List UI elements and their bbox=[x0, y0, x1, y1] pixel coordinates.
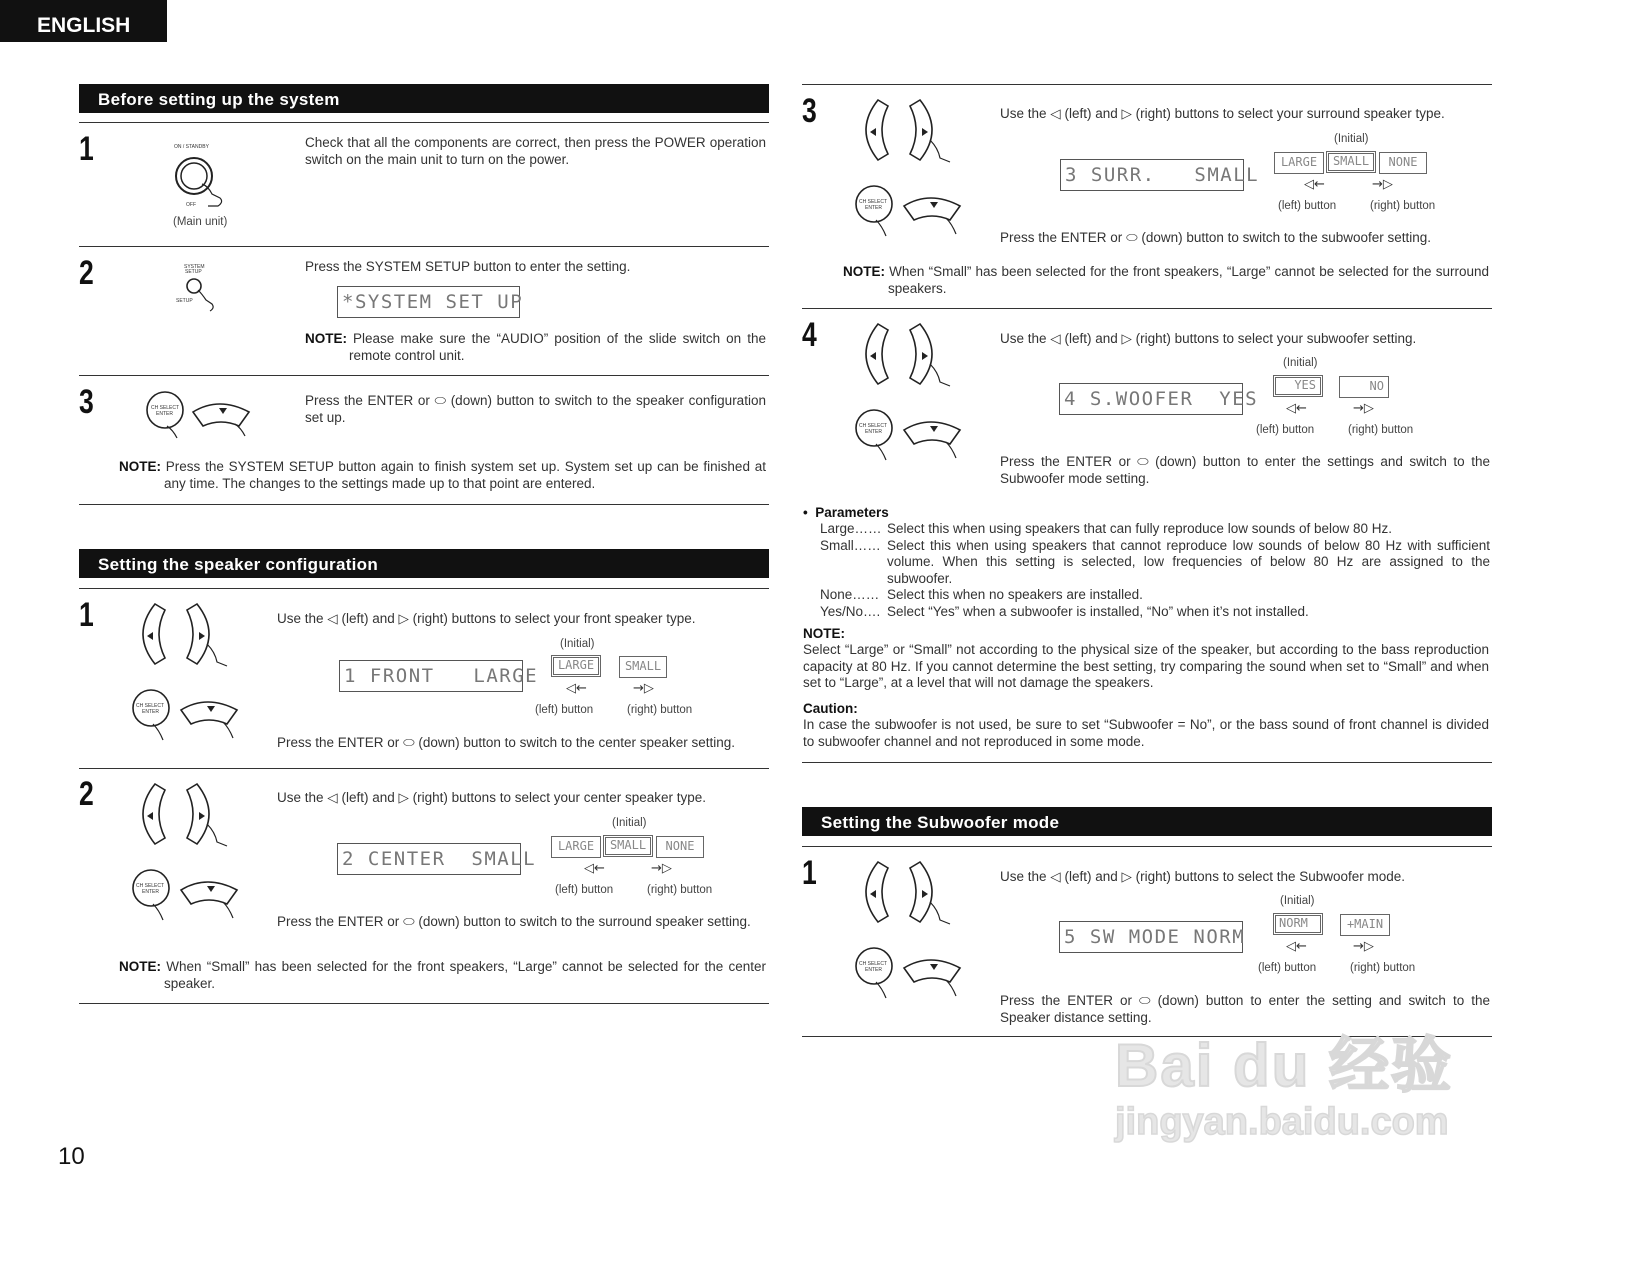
down-button-icon: ⬭ bbox=[1126, 230, 1138, 245]
step-text bbox=[1000, 331, 1490, 348]
svg-text:ENTER: ENTER bbox=[156, 411, 173, 417]
right-arrow-indicator: →▷ bbox=[1353, 939, 1374, 954]
caution-heading: Caution: bbox=[803, 701, 858, 716]
left-right-enter-buttons-icon bbox=[848, 858, 978, 1006]
divider bbox=[802, 846, 1492, 847]
step-number: 1 bbox=[79, 596, 94, 634]
initial-label: (Initial) bbox=[1334, 133, 1369, 145]
left-button-icon: ◁ bbox=[327, 611, 338, 626]
right-arrow-indicator: →▷ bbox=[1372, 177, 1393, 192]
option-small: SMALL bbox=[1326, 151, 1376, 173]
svg-text:ENTER: ENTER bbox=[865, 205, 882, 211]
right-button-caption: (right) button bbox=[1350, 962, 1416, 974]
step-text bbox=[305, 393, 766, 426]
initial-label: (Initial) bbox=[560, 638, 595, 650]
parameters-heading: • Parameters bbox=[803, 505, 889, 520]
svg-text:CH SELECT: CH SELECT bbox=[136, 703, 165, 709]
svg-text:ENTER: ENTER bbox=[142, 709, 159, 715]
svg-text:CH SELECT: CH SELECT bbox=[859, 199, 888, 205]
text-part: (right) buttons to select your front speaker type. bbox=[412, 611, 696, 626]
initial-label: (Initial) bbox=[1280, 895, 1315, 907]
step-text bbox=[1000, 106, 1490, 123]
step-note bbox=[843, 264, 1489, 297]
step-text: Check that all the components are correct, then press the POWER operation switch on the main unit to turn on the power. bbox=[305, 135, 766, 167]
left-right-enter-buttons-icon bbox=[848, 320, 978, 468]
parameter-value: Select this when no speakers are installed. bbox=[887, 587, 1143, 602]
svg-text:SETUP: SETUP bbox=[185, 269, 202, 275]
left-button-icon: ◁ bbox=[1050, 106, 1061, 121]
text-part: (down) button to enter the settings and switch to the Subwoofer mode setting. bbox=[1000, 454, 1490, 486]
step-number: 3 bbox=[79, 383, 94, 421]
note-label: NOTE: bbox=[843, 264, 885, 279]
parameter-row bbox=[820, 604, 1490, 621]
note-text: When “Small” has been selected for the front speakers, “Large” cannot be selected for the surround speakers. bbox=[888, 264, 1489, 296]
text-part: Use the bbox=[277, 790, 324, 805]
divider bbox=[79, 768, 769, 769]
left-arrow-indicator: ◁← bbox=[566, 681, 587, 696]
option-no: NO bbox=[1339, 376, 1389, 398]
option-none: NONE bbox=[656, 836, 704, 858]
parameters-title: Parameters bbox=[815, 505, 889, 520]
divider bbox=[802, 84, 1492, 85]
lcd-display: *SYSTEM SET UP bbox=[337, 286, 520, 318]
option-large: LARGE bbox=[551, 655, 601, 677]
power-switch-icon bbox=[168, 140, 238, 220]
option-small: SMALL bbox=[619, 656, 667, 678]
text-part: (down) button to enter the setting and switch to the Speaker distance setting. bbox=[1000, 993, 1490, 1025]
step-number: 1 bbox=[802, 854, 817, 892]
down-button-icon: ⬭ bbox=[1139, 993, 1151, 1008]
step-number: 4 bbox=[802, 316, 817, 354]
svg-text:CH SELECT: CH SELECT bbox=[136, 883, 165, 889]
step-text bbox=[1000, 869, 1490, 886]
note-label: NOTE: bbox=[119, 459, 161, 474]
text-part: Press the ENTER or bbox=[1000, 230, 1123, 245]
text-part: (left) and bbox=[1064, 331, 1118, 346]
down-button-icon: ⬭ bbox=[434, 393, 447, 408]
option-main: +MAIN bbox=[1340, 914, 1390, 936]
left-arrow-indicator: ◁← bbox=[1286, 939, 1307, 954]
right-button-caption: (right) button bbox=[627, 704, 693, 716]
divider bbox=[79, 1003, 769, 1004]
left-arrow-indicator: ◁← bbox=[1286, 401, 1307, 416]
left-button-icon: ◁ bbox=[1050, 331, 1061, 346]
language-tab: ENGLISH bbox=[0, 0, 167, 42]
lcd-display: 4 S.WOOFER YES bbox=[1059, 383, 1243, 415]
step-text: Press the SYSTEM SETUP button to enter the setting. bbox=[305, 259, 631, 274]
left-arrow-indicator: ◁← bbox=[584, 861, 605, 876]
caution-text: In case the subwoofer is not used, be sure to set “Subwoofer = No”, or the bass sound of front channel is divided to subwoofer channel and not reproduced in some mode. bbox=[803, 717, 1489, 749]
text-part: (down) button to switch to the center speaker setting. bbox=[418, 735, 736, 750]
off-label: OFF bbox=[186, 202, 196, 208]
on-standby-label: ON / STANDBY bbox=[174, 144, 209, 150]
parameter-row bbox=[820, 521, 1490, 538]
note-label: NOTE: bbox=[119, 959, 161, 974]
svg-text:ENTER: ENTER bbox=[865, 967, 882, 973]
option-small: SMALL bbox=[603, 835, 653, 857]
section-title-subwoofer-mode: Setting the Subwoofer mode bbox=[802, 807, 1492, 836]
note-label: NOTE: bbox=[305, 331, 347, 346]
right-button-caption: (right) button bbox=[1348, 424, 1414, 436]
initial-label: (Initial) bbox=[612, 817, 647, 829]
text-part: Press the ENTER or bbox=[305, 393, 430, 408]
step-number: 2 bbox=[79, 775, 94, 813]
down-button-icon: ⬭ bbox=[1137, 454, 1149, 469]
right-button-icon: ▷ bbox=[398, 611, 409, 626]
text-part: (left) and bbox=[1064, 106, 1118, 121]
section-title-before-setup: Before setting up the system bbox=[79, 84, 769, 113]
option-large: LARGE bbox=[1274, 152, 1324, 174]
right-button-caption: (right) button bbox=[647, 884, 713, 896]
divider bbox=[79, 588, 769, 589]
lcd-display: 1 FRONT LARGE bbox=[339, 660, 523, 692]
text-part: (down) button to switch to the speaker configuration set up. bbox=[305, 393, 766, 425]
section-note bbox=[119, 459, 766, 492]
note-text: Please make sure the “AUDIO” position of the slide switch on the remote control unit. bbox=[349, 331, 766, 363]
option-norm: NORM bbox=[1273, 913, 1323, 935]
step-note bbox=[305, 331, 766, 364]
left-button-caption: (left) button bbox=[1258, 962, 1317, 974]
text-part: Press the ENTER or bbox=[277, 735, 400, 750]
text-part: Use the bbox=[1000, 106, 1047, 121]
option-yes: YES bbox=[1273, 375, 1323, 397]
left-right-enter-buttons-icon bbox=[125, 600, 255, 748]
text-part: Press the ENTER or bbox=[277, 914, 400, 929]
left-right-enter-buttons-icon bbox=[125, 780, 255, 928]
svg-text:ENTER: ENTER bbox=[142, 889, 159, 895]
lcd-display: 2 CENTER SMALL bbox=[337, 843, 521, 875]
left-right-enter-buttons-icon bbox=[848, 96, 978, 244]
right-button-icon: ▷ bbox=[1121, 869, 1132, 884]
right-button-icon: ▷ bbox=[1121, 331, 1132, 346]
right-arrow-indicator: →▷ bbox=[651, 861, 672, 876]
divider bbox=[79, 375, 769, 376]
divider bbox=[79, 122, 769, 123]
text-part: Use the bbox=[1000, 869, 1047, 884]
right-arrow-indicator: →▷ bbox=[1353, 401, 1374, 416]
right-button-icon: ▷ bbox=[1121, 106, 1132, 121]
right-button-caption: (right) button bbox=[1370, 200, 1436, 212]
note-text: Select “Large” or “Small” not according to the physical size of the speaker, but according to the bass reproduction capacity at 80 Hz. If you cannot determine the best setting, try comparing the sound when set to “Small” and when set to “Large”, at a level that will not damage the speakers. bbox=[803, 642, 1489, 690]
divider bbox=[802, 762, 1492, 763]
left-button-caption: (left) button bbox=[1256, 424, 1315, 436]
initial-label: (Initial) bbox=[1283, 357, 1318, 369]
text-part: (right) buttons to select your center speaker type. bbox=[412, 790, 707, 805]
text-part: Press the ENTER or bbox=[1000, 454, 1131, 469]
section-title-speaker-config: Setting the speaker configuration bbox=[79, 549, 769, 578]
text-part: Use the bbox=[1000, 331, 1047, 346]
watermark-url: jingyan.baidu.com bbox=[1115, 1101, 1449, 1143]
text-part: (down) button to switch to the surround speaker setting. bbox=[418, 914, 751, 929]
left-arrow-indicator: ◁← bbox=[1304, 177, 1325, 192]
parameter-row bbox=[820, 538, 1490, 588]
option-none: NONE bbox=[1379, 152, 1427, 174]
parameter-key: Large…… bbox=[820, 521, 882, 536]
left-button-icon: ◁ bbox=[327, 790, 338, 805]
text-part: (right) buttons to select the Subwoofer mode. bbox=[1135, 869, 1406, 884]
svg-text:CH SELECT: CH SELECT bbox=[859, 423, 888, 429]
step-text bbox=[1000, 454, 1490, 487]
right-button-icon: ▷ bbox=[398, 790, 409, 805]
parameter-value: Select this when using speakers that cannot reproduce low sounds of below 80 Hz with sufficient volume. When this setting is selected, low frequencies of below 80 Hz are assigned to the subwoofer. bbox=[887, 537, 1490, 586]
svg-text:ENTER: ENTER bbox=[865, 429, 882, 435]
parameters-list bbox=[820, 521, 1490, 620]
text-part: (left) and bbox=[341, 790, 395, 805]
note-text: When “Small” has been selected for the front speakers, “Large” cannot be selected for the center speaker. bbox=[164, 959, 766, 991]
main-unit-caption: (Main unit) bbox=[173, 216, 228, 228]
page-number: 10 bbox=[58, 1143, 85, 1170]
system-setup-button-icon bbox=[176, 262, 236, 318]
step-number: 3 bbox=[802, 92, 817, 130]
right-arrow-indicator: →▷ bbox=[633, 681, 654, 696]
step-text bbox=[1000, 230, 1490, 247]
left-button-caption: (left) button bbox=[535, 704, 594, 716]
parameter-row bbox=[820, 587, 1490, 604]
svg-text:CH SELECT: CH SELECT bbox=[151, 405, 180, 411]
left-button-caption: (left) button bbox=[555, 884, 614, 896]
down-button-icon: ⬭ bbox=[403, 735, 415, 750]
divider bbox=[79, 246, 769, 247]
lcd-display: 5 SW MODE NORM bbox=[1059, 921, 1243, 953]
option-large: LARGE bbox=[551, 836, 601, 858]
step-text bbox=[1000, 993, 1490, 1026]
note-text: Press the SYSTEM SETUP button again to finish system set up. System set up can be finished at any time. The changes to the settings made up to that point are entered. bbox=[164, 459, 766, 491]
text-part: Use the bbox=[277, 611, 324, 626]
parameter-key: Yes/No…. bbox=[820, 603, 881, 619]
parameter-key: Small…… bbox=[820, 537, 881, 553]
parameter-value: Select “Yes” when a subwoofer is installed, “No” when it’s not installed. bbox=[887, 603, 1309, 619]
left-button-caption: (left) button bbox=[1278, 200, 1337, 212]
section-note bbox=[119, 959, 766, 992]
svg-text:CH SELECT: CH SELECT bbox=[859, 961, 888, 967]
text-part: (down) button to switch to the subwoofer setting. bbox=[1141, 230, 1432, 245]
divider bbox=[79, 504, 769, 505]
svg-text:SYSTEM: SYSTEM bbox=[184, 264, 205, 270]
text-part: (left) and bbox=[341, 611, 395, 626]
svg-text:SETUP: SETUP bbox=[176, 298, 193, 304]
step-text bbox=[277, 735, 767, 752]
lcd-display: 3 SURR. SMALL bbox=[1060, 159, 1244, 191]
parameter-value: Select this when using speakers that can fully reproduce low sounds of below 80 Hz. bbox=[887, 521, 1393, 536]
text-part: (right) buttons to select your surround speaker type. bbox=[1135, 106, 1445, 121]
down-button-icon: ⬭ bbox=[403, 914, 415, 929]
left-button-icon: ◁ bbox=[1050, 869, 1061, 884]
divider bbox=[802, 308, 1492, 309]
text-part: (left) and bbox=[1064, 869, 1118, 884]
enter-down-buttons-icon bbox=[143, 390, 263, 440]
step-text bbox=[277, 914, 767, 931]
step-number: 1 bbox=[79, 130, 94, 168]
watermark-brand: Bai du 经验 bbox=[1115, 1032, 1454, 1099]
note-heading: NOTE: bbox=[803, 626, 845, 641]
step-text bbox=[277, 611, 767, 628]
step-number: 2 bbox=[79, 254, 94, 292]
text-part: (right) buttons to select your subwoofer setting. bbox=[1135, 331, 1417, 346]
text-part: Press the ENTER or bbox=[1000, 993, 1133, 1008]
parameter-key: None…… bbox=[820, 587, 880, 602]
step-text bbox=[277, 790, 767, 807]
